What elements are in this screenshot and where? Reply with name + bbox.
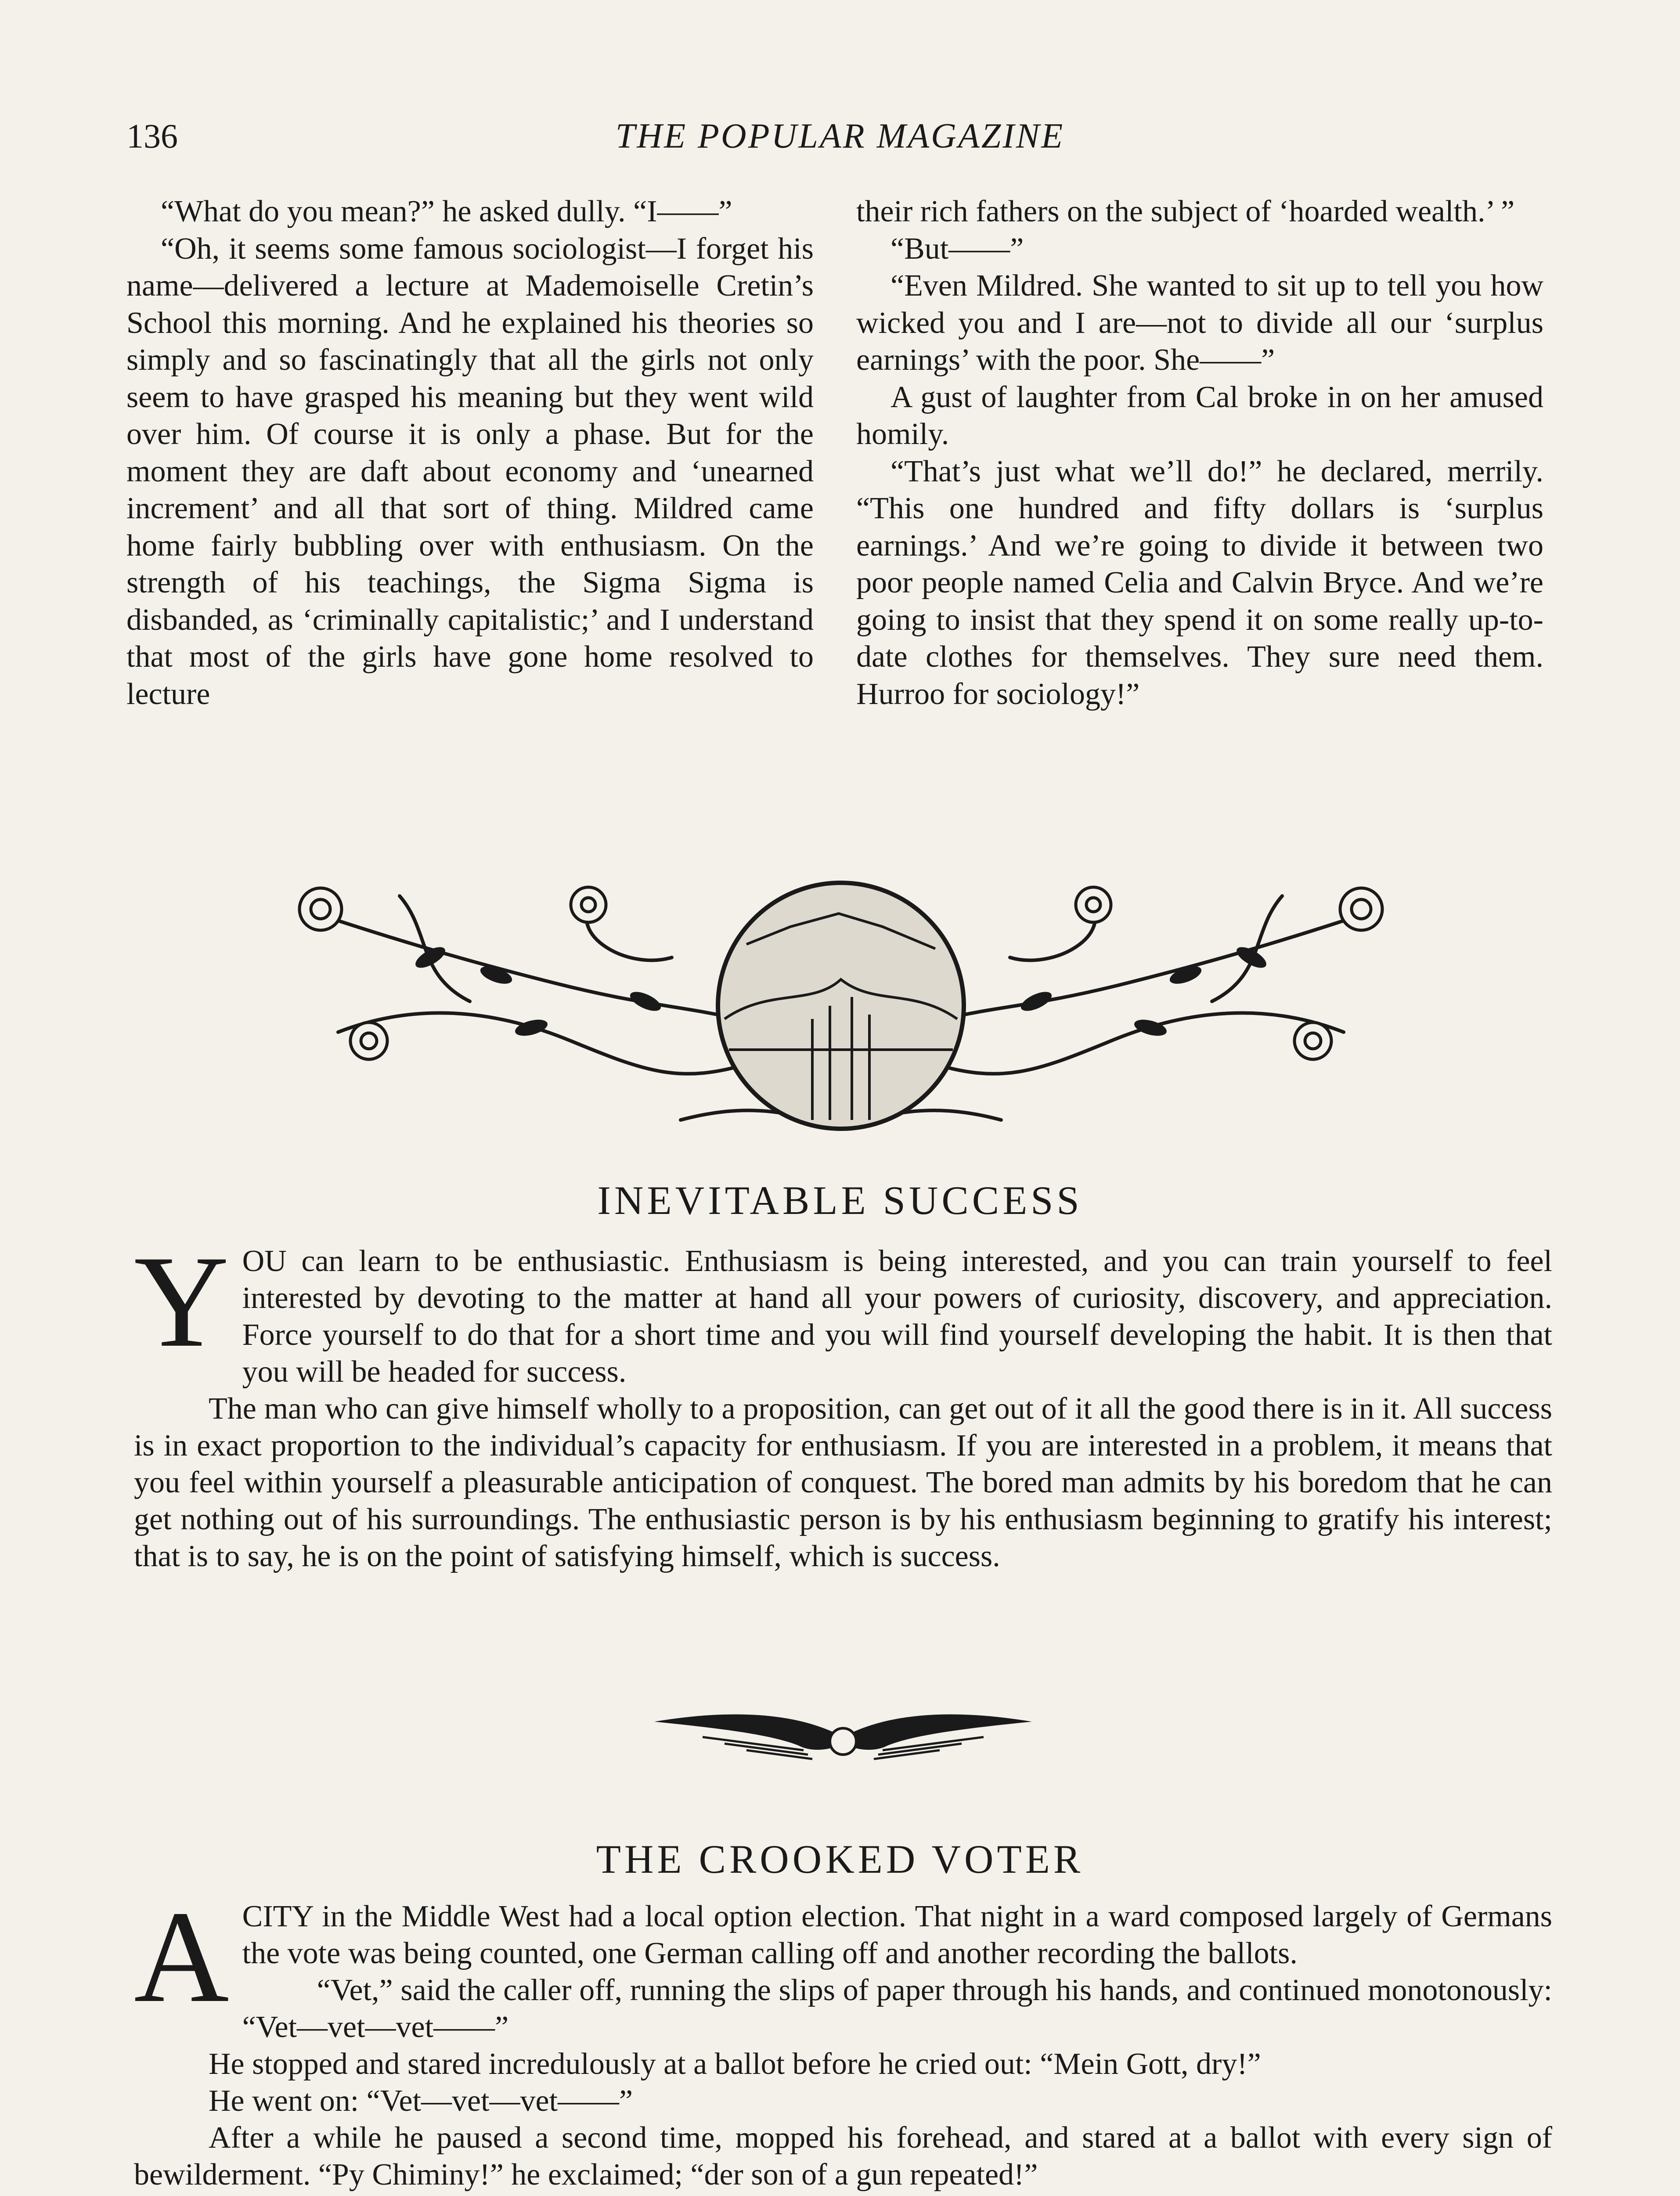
- paragraph: A gust of laughter from Cal broke in on her amused homily.: [856, 380, 1543, 451]
- paragraph: He went on: “Vet—vet—vet——”: [209, 2084, 633, 2118]
- left-column: [126, 193, 814, 713]
- right-column: [856, 193, 1543, 713]
- paragraph-text: CITY in the Middle West had a local option election. That night in a ward composed largely of Germans the vote was being counted, one German calling off and another recording the ballots.: [242, 1900, 1552, 1970]
- paragraph: After a while he paused a second time, mopped his forehead, and stared at a ballot with every sign of bewilderment. “Py Chiminy!” he exclaimed; “der son of a gun repeated!”: [134, 2121, 1552, 2192]
- magazine-title: THE POPULAR MAGAZINE: [615, 117, 1065, 155]
- paragraph: “But——”: [890, 231, 1024, 266]
- paragraph: “That’s just what we’ll do!” he declared, merrily. “This one hundred and fifty dollars is ‘surplus earnings.’ And we’re going to divide it between two poor people named Celia and Calvin Bryce. And we’re going to insist that they spend it on some really up-to-date clothes for themselves. They sure need them. Hurroo for sociology!”: [856, 454, 1543, 711]
- article-crooked-voter: [134, 1884, 1552, 2193]
- paragraph: [134, 1228, 1552, 1391]
- paragraph: The man who can give himself wholly to a proposition, can get out of it all the good there is in it. All success is in exact proportion to the individual’s capacity for enthusiasm. If you are interested in a problem, it means that you feel within yourself a pleasurable anticipation of conquest. The bored man admits by his boredom that he can get nothing out of his surroundings. The enthusiastic person is by his enthusiasm beginning to gratify his interest; that is to say, he is on the point of satisfying himself, which is success.: [134, 1392, 1552, 1573]
- paragraph: “Oh, it seems some famous sociologist—I forget his name—delivered a lecture at Mademoiselle Cretin’s School this morning. And he explained his theories so simply and so fascinatingly that all the girls not only seem to have grasped his meaning but they went wild over him. Of course it is only a phase. But for the moment they are daft about economy and ‘unearned increment’ and all that sort of thing. Mildred came home fairly bubbling over with enthusiasm. On the strength of his teachings, the Sigma Sigma is disbanded, as ‘criminally capitalistic;’ and I understand that most of the girls have gone home resolved to lecture: [126, 231, 814, 711]
- article-inevitable-success: [134, 1228, 1552, 1575]
- drop-cap: A: [134, 1884, 229, 2030]
- floral-ornament: [285, 874, 1396, 1138]
- section-title-crooked-voter: THE CROOKED VOTER: [596, 1837, 1084, 1882]
- page-number: 136: [126, 117, 178, 155]
- paragraph: “Even Mildred. She wanted to sit up to tell you how wicked you and I are—not to divide all our ‘surplus earnings’ with the poor. She——”: [856, 269, 1543, 377]
- section-title-inevitable-success: INEVITABLE SUCCESS: [597, 1178, 1083, 1223]
- paragraph-text: OU can learn to be enthusiastic. Enthusiasm is being interested, and you can train yourself to feel interested by devoting to the matter at hand all your powers of curiosity, discovery, and appreciation. Force yourself to do that for a short time and you will find yourself developing the habit. It is then that you will be headed for success.: [242, 1244, 1552, 1389]
- paragraph: their rich fathers on the subject of ‘hoarded wealth.’ ”: [856, 195, 1515, 228]
- winged-ornament: [654, 1704, 1032, 1770]
- paragraph: He stopped and stared incredulously at a ballot before he cried out: “Mein Gott, dry!”: [209, 2047, 1261, 2081]
- page-header: [126, 116, 1554, 165]
- paragraph: “What do you mean?” he asked dully. “I——”: [161, 195, 732, 228]
- drop-cap: Y: [134, 1228, 229, 1374]
- paragraph: “Vet,” said the caller off, running the slips of paper through his hands, and continued monotonously: “Vet—vet—vet——”: [242, 1973, 1552, 2044]
